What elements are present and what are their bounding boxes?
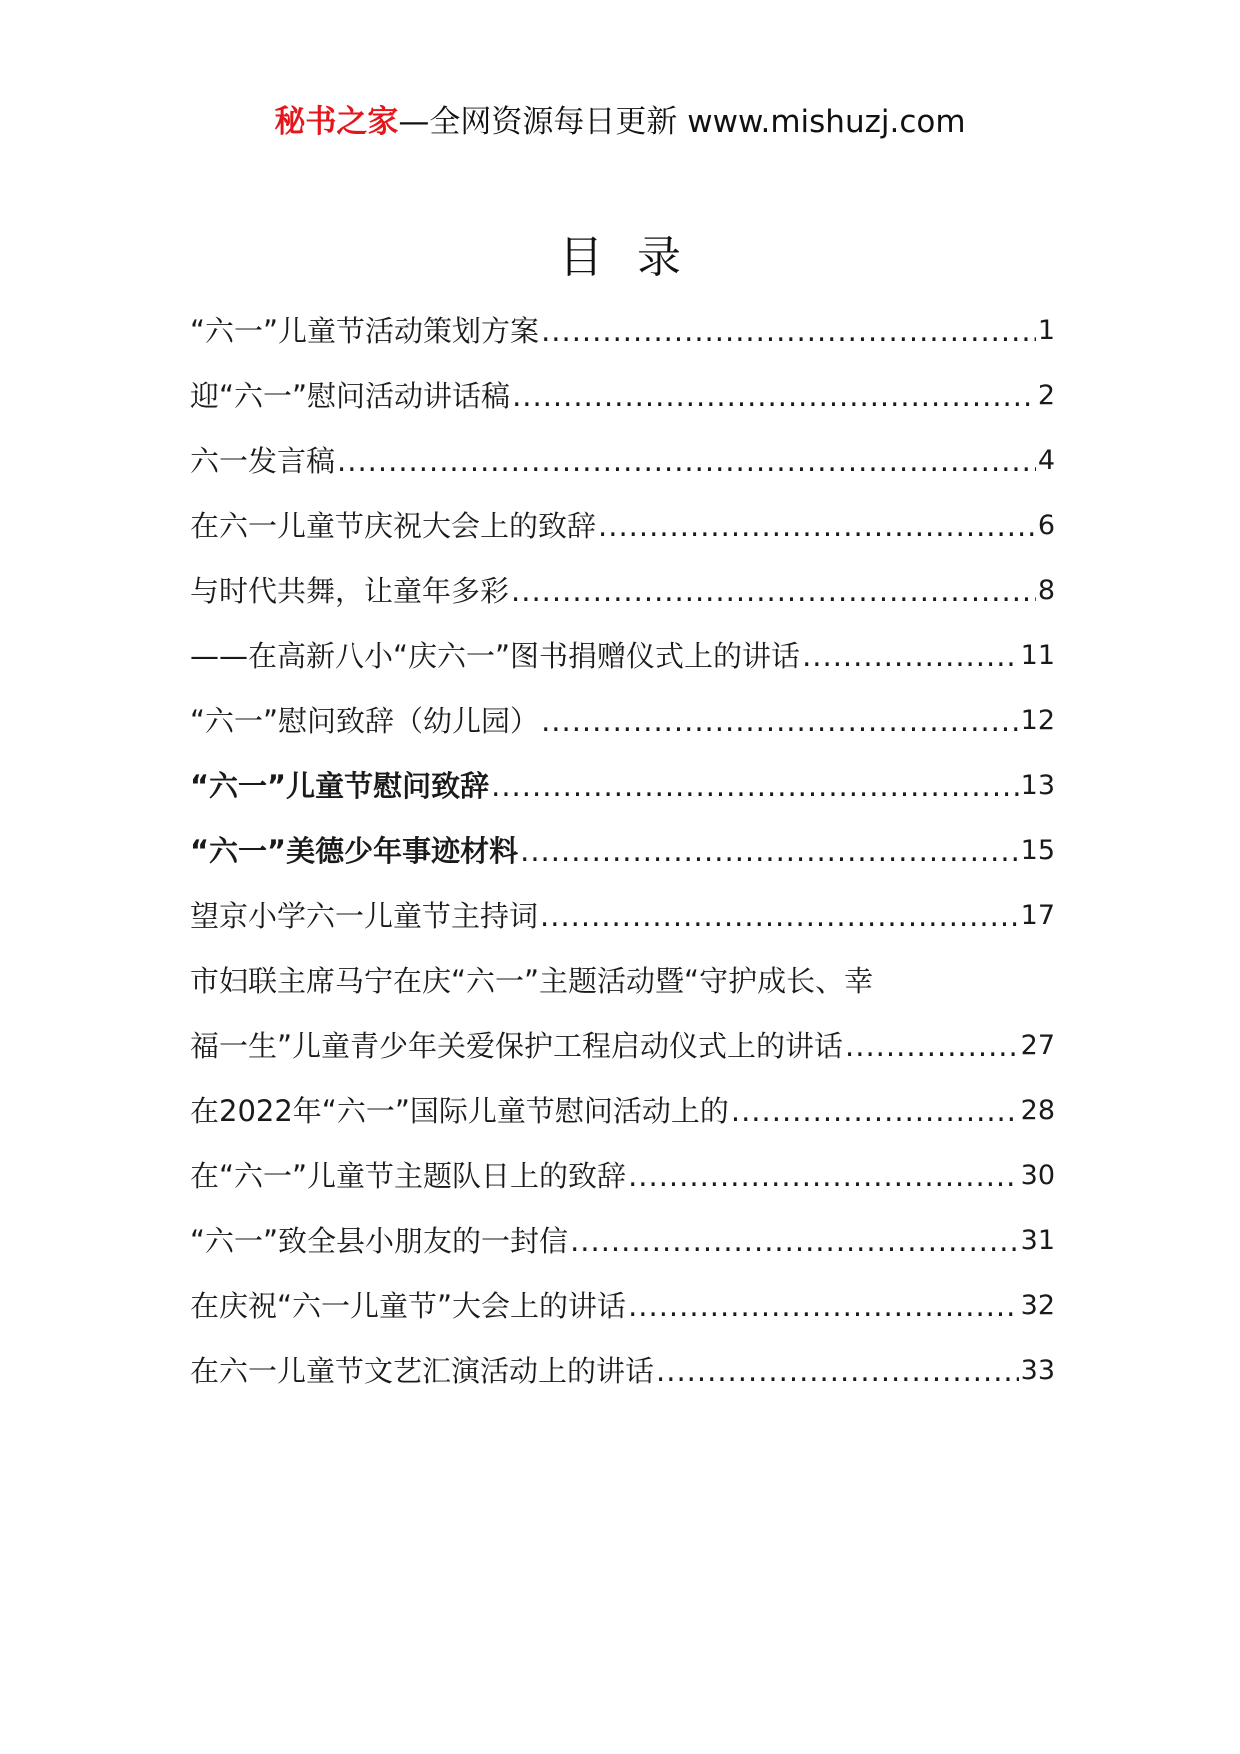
toc-page-number: 33	[1020, 1354, 1055, 1386]
toc-entry-title: ——在高新八小“庆六一”图书捐赠仪式上的讲话	[190, 638, 801, 673]
toc-page-number: 12	[1020, 704, 1055, 736]
toc-entry[interactable]	[190, 298, 1055, 363]
site-header	[0, 100, 1240, 144]
toc-title: 目录	[559, 232, 715, 283]
toc-page-number: 30	[1020, 1159, 1055, 1191]
toc-page-number: 4	[1037, 444, 1055, 476]
toc-entry-title: 在六一儿童节庆祝大会上的致辞	[190, 508, 597, 543]
toc-page-number: 13	[1020, 769, 1055, 801]
toc-entry[interactable]	[190, 753, 1055, 818]
toc-entry-title: 与时代共舞，让童年多彩	[190, 573, 510, 608]
site-brand: 秘书之家	[274, 104, 399, 140]
toc-dot-leader	[540, 896, 1019, 936]
toc-entry[interactable]	[190, 1208, 1055, 1273]
toc-entry-title: “六一”慰问致辞（幼儿园）	[190, 703, 540, 738]
toc-page-number: 17	[1020, 899, 1055, 931]
toc-entry-title: 福一生”儿童青少年关爱保护工程启动仪式上的讲话	[190, 1028, 844, 1063]
toc-entry-title: “六一”儿童节活动策划方案	[190, 313, 540, 348]
toc-entry[interactable]	[190, 948, 1055, 1013]
toc-entry[interactable]	[190, 883, 1055, 948]
toc-entry-title: 六一发言稿	[190, 443, 336, 478]
toc-entry-title: 在2022年“六一”国际儿童节慰问活动上的	[190, 1093, 729, 1128]
toc-dot-leader	[520, 831, 1019, 871]
toc-entry-title: 在“六一”儿童节主题队日上的致辞	[190, 1158, 627, 1193]
toc-page-number: 1	[1037, 314, 1055, 346]
toc-dot-leader	[598, 506, 1036, 546]
toc-dot-leader	[802, 636, 1019, 676]
table-of-contents	[190, 298, 1055, 1403]
toc-entry[interactable]	[190, 818, 1055, 883]
toc-dot-leader	[337, 441, 1036, 481]
toc-page-number: 32	[1020, 1289, 1055, 1321]
toc-dot-leader	[541, 311, 1036, 351]
toc-dot-leader	[512, 376, 1036, 416]
toc-dot-leader	[731, 1091, 1019, 1131]
toc-page-number: 6	[1037, 509, 1055, 541]
toc-dot-leader	[628, 1286, 1019, 1326]
toc-page-number: 8	[1037, 574, 1055, 606]
toc-entry-title: “六一”致全县小朋友的一封信	[190, 1223, 569, 1258]
toc-entry[interactable]	[190, 688, 1055, 753]
toc-page-number: 2	[1037, 379, 1055, 411]
toc-entry[interactable]	[190, 623, 1055, 688]
toc-dot-leader	[845, 1026, 1019, 1066]
toc-dot-leader	[541, 701, 1019, 741]
site-tagline: —全网资源每日更新 www.mishuzj.com	[398, 104, 966, 140]
toc-entry-title: 在庆祝“六一儿童节”大会上的讲话	[190, 1288, 627, 1323]
toc-dot-leader	[511, 571, 1036, 611]
toc-page-number: 11	[1020, 639, 1055, 671]
toc-entry-title: 市妇联主席马宁在庆“六一”主题活动暨“守护成长、幸	[190, 963, 874, 998]
toc-entry[interactable]	[190, 558, 1055, 623]
toc-entry[interactable]	[190, 493, 1055, 558]
toc-entry[interactable]	[190, 363, 1055, 428]
toc-dot-leader	[656, 1351, 1019, 1391]
toc-dot-leader	[628, 1156, 1019, 1196]
toc-dot-leader	[491, 766, 1019, 806]
toc-entry-title: 迎“六一”慰问活动讲话稿	[190, 378, 511, 413]
toc-entry-title: “六一”美德少年事迹材料	[190, 833, 519, 868]
toc-entry[interactable]	[190, 1078, 1055, 1143]
toc-dot-leader	[570, 1221, 1019, 1261]
toc-entry[interactable]	[190, 428, 1055, 493]
toc-entry[interactable]	[190, 1013, 1055, 1078]
toc-page-number: 27	[1020, 1029, 1055, 1061]
toc-page-number: 15	[1020, 834, 1055, 866]
toc-entry-title: 望京小学六一儿童节主持词	[190, 898, 539, 933]
toc-page-number: 31	[1020, 1224, 1055, 1256]
toc-entry-title: 在六一儿童节文艺汇演活动上的讲话	[190, 1353, 655, 1388]
toc-entry[interactable]	[190, 1273, 1055, 1338]
toc-entry[interactable]	[190, 1143, 1055, 1208]
toc-page-number: 28	[1020, 1094, 1055, 1126]
toc-entry-title: “六一”儿童节慰问致辞	[190, 768, 490, 803]
toc-entry[interactable]	[190, 1338, 1055, 1403]
